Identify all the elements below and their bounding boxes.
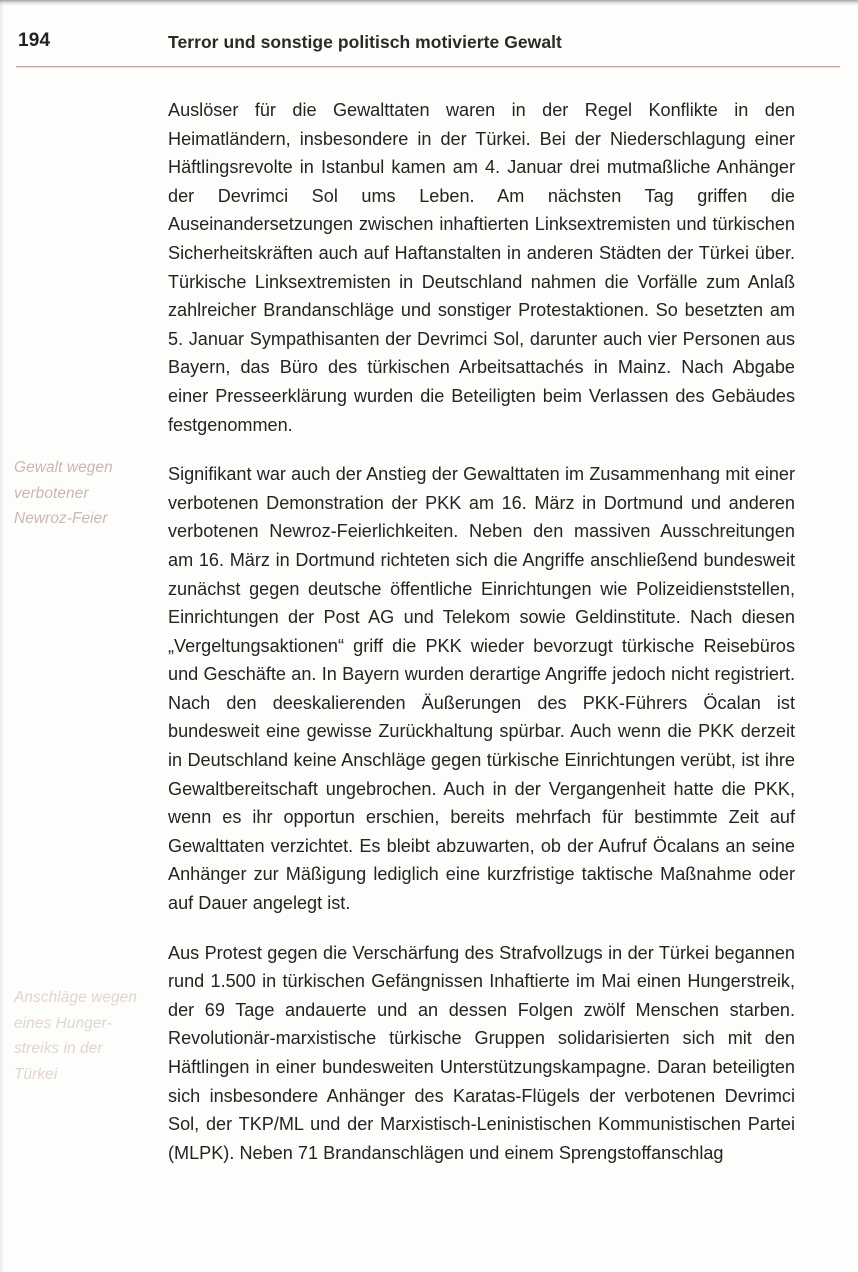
margin-note-line: verbotener xyxy=(14,484,89,502)
paragraph: Aus Protest gegen die Verschärfung des Strafvollzugs in der Türkei begannen rund 1.500 in türkischen Gefängnissen Inhaftierte im Mai einen Hungerstreik, der 69 Tage andauerte und an dessen Folgen zwölf Menschen starben. Revolutionär-marxistische türkische Gruppen solidarisierten sich mit den Häftlingen in einer bundesweiten Unterstützungskampagne. Daran beteiligten sich insbesondere Anhänger des Karatas-Flügels der verbotenen Devrimci Sol, der TKP/ML und der Marxistisch-Leninistischen Kommunistischen Partei (MLPK). Neben 71 Brandanschlägen und einem Sprengstoffanschlag xyxy=(168,942,795,1163)
margin-note-line: Newroz-Feier xyxy=(14,510,108,527)
page-number: 194 xyxy=(18,30,51,51)
margin-note-newroz xyxy=(14,455,164,532)
margin-note-line: eines Hunger- xyxy=(14,1014,112,1032)
margin-note-hungerstreik xyxy=(14,985,164,1087)
body-text-column xyxy=(168,96,795,1167)
margin-note-line: Türkei xyxy=(14,1065,58,1083)
page-header xyxy=(0,30,858,64)
scan-edge-left xyxy=(0,0,4,1272)
margin-note-line: Gewalt wegen xyxy=(14,459,113,476)
running-title: Terror und sonstige politisch motivierte Gewalt xyxy=(168,32,562,52)
scan-edge-top xyxy=(0,0,858,7)
paragraph: Auslöser für die Gewalttaten waren in der Regel Konflikte in den Heimatländern, insbesondere in der Türkei. Bei der Niederschlagung einer Häftlingsrevolte in Istanbul kamen am 4. Januar drei mutmaßliche Anhänger der Devrimci Sol ums Leben. Am nächsten Tag griffen die Auseinandersetzungen zwischen inhaftierten Linksextremisten und türkischen Sicherheitskräften auch auf Haftanstalten in anderen Städten der Türkei über. Türkische Linksextremisten in Deutschland nahmen die Vorfälle zum Anlaß zahlreicher Brandanschläge und sonstiger Protestaktionen. So besetzten am 5. Januar Sympathisanten der Devrimci Sol, darunter auch vier Personen aus Bayern, das Büro des türkischen Arbeitsattachés in Mainz. Nach Abgabe einer Presseerklärung wurden die Beteiligten beim Verlassen des Gebäudes festgenommen. xyxy=(168,100,795,435)
paragraph: Signifikant war auch der Anstieg der Gewalttaten im Zusammenhang mit einer verbotenen Demonstration der PKK am 16. März in Dortmund und anderen verbotenen Newroz-Feierlichkeiten. Neben den massiven Ausschreitungen am 16. März in Dortmund richteten sich die Angriffe anschließend bundesweit zunächst gegen deutsche öffentliche Einrichtungen wie Polizeidienststellen, Einrichtungen der Post AG und Telekom sowie Geldinstitute. Nach diesen „Vergeltungsaktionen“ griff die PKK wieder bevorzugt türkische Reisebüros und Geschäfte an. In Bayern wurden derartige Angriffe jedoch nicht registriert. Nach den deeskalierenden Äußerungen des PKK-Führers Öcalan ist bundesweit eine gewisse Zurückhaltung spürbar. Auch wenn die PKK derzeit in Deutschland keine Anschläge gegen türkische Einrichtungen verübt, ist ihre Gewaltbereitschaft ungebrochen. Auch in der Vergangenheit hatte die PKK, wenn es ihr opportun erschien, bereits mehrfach für bestimmte Zeit auf Gewalttaten verzichtet. Es bleibt abzuwarten, ob der Aufruf Öcalans an seine Anhänger zur Mäßigung lediglich eine kurzfristige taktische Maßnahme oder auf Dauer angelegt ist. xyxy=(168,464,795,914)
margin-note-line: streiks in der xyxy=(14,1040,103,1057)
margin-note-line: Anschläge wegen xyxy=(14,989,138,1006)
header-divider-shadow xyxy=(16,67,840,68)
